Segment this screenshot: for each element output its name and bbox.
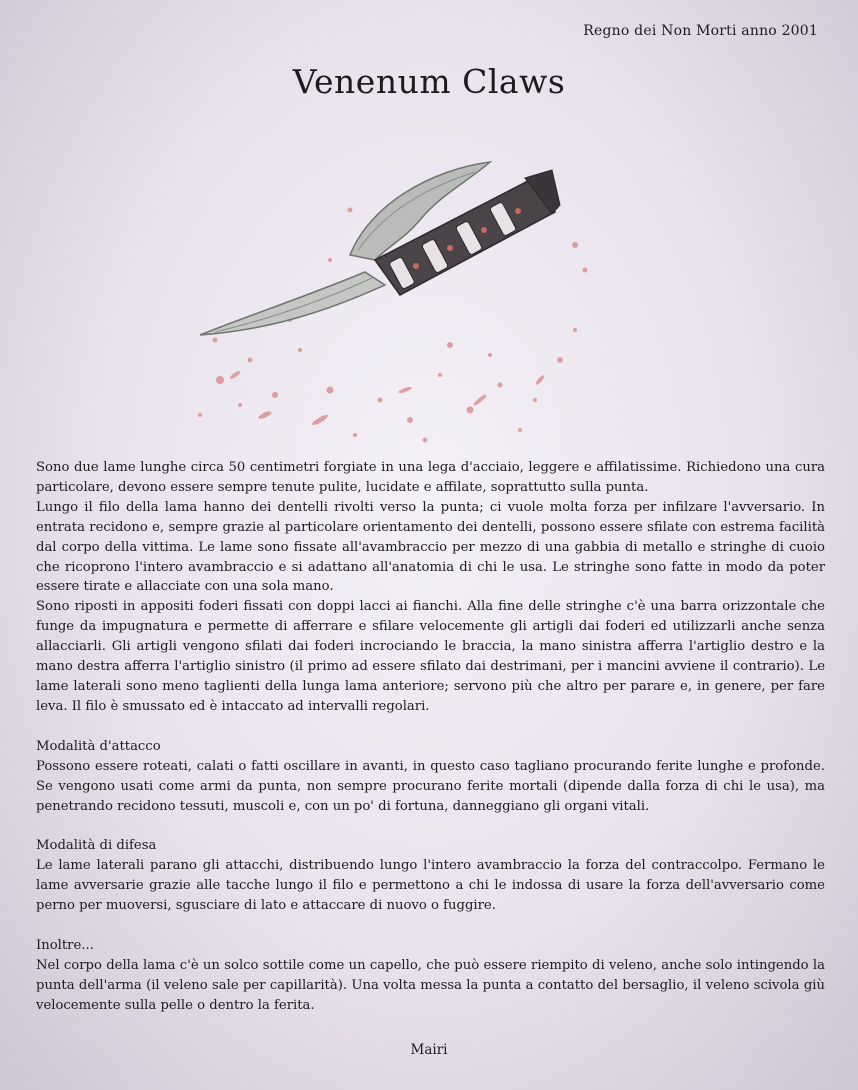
section-text-attack: Possono essere roteati, calati o fatti oscillare in avanti, in questo caso tagliano procurando ferite lunghe e profonde. Se vengono usati come armi da punta, non sempre procurano ferite mortali (dipende dalla forza di chi le usa), ma penetrando recidono tessuti, muscoli e, con un po' di fortuna, danneggiano gli organi vitali. xyxy=(36,758,825,814)
header-date: Regno dei Non Morti anno 2001 xyxy=(583,23,818,39)
article-body xyxy=(36,458,825,1016)
main-blade xyxy=(200,272,385,335)
section-heading-extra: Inoltre... xyxy=(36,938,94,954)
blade-claw-illustration xyxy=(180,150,620,450)
section-text-extra: Nel corpo della lama c'è un solco sottile come un capello, che può essere riempito di veleno, anche solo intingendo la punta dell'arma (il veleno sale per capillarità). Una volta messa la punta a contatto del bersaglio, il veleno scivola giù velocemente sulla pelle o dentro la ferita. xyxy=(36,957,825,1013)
section-heading-defense: Modalità di difesa xyxy=(36,838,157,854)
page-title: Venenum Claws xyxy=(292,62,566,101)
section-heading-attack: Modalità d'attacco xyxy=(36,738,161,754)
paragraph: Sono due lame lunghe circa 50 centimetri forgiate in una lega d'acciaio, leggere e affilatissime. Richiedono una cura particolare, devono essere sempre tenute pulite, lucidate e affilate, soprattutto sulla punta. xyxy=(36,460,825,495)
paragraph: Sono riposti in appositi foderi fissati con doppi lacci ai fianchi. Alla fine delle stringhe c'è una barra orizzontale che funge da impugnatura e permette di afferrare e sfilare velocemente gli artigli dai foderi ed utilizzarli anche senza allacciarli. Gli artigli vengono sfilati dai foderi incrociando le braccia, la mano sinistra afferra l'artiglio destro e la mano destra afferra l'artiglio sinistro (il primo ad essere sfilato dai destrimani, per i mancini avviene il contrario). Le lame laterali sono meno taglienti della lunga lama anteriore; servono più che altro per parare e, in genere, per fare leva. Il filo è smussato ed è intaccato ad intervalli regolari. xyxy=(36,599,825,714)
section-text-defense: Le lame laterali parano gli attacchi, distribuendo lungo l'intero avambraccio la forza del contraccolpo. Fermano le lame avversarie grazie alle tacche lungo il filo e permettono a chi le indossa di usare la forza dell'avversario come perno per muoversi, sgusciare di lato e attaccare di nuovo o fuggire. xyxy=(36,858,825,914)
paragraph: Lungo il filo della lama hanno dei dentelli rivolti verso la punta; ci vuole molta forza per infilzare l'avversario. In entrata recidono e, sempre grazie al particolare orientamento dei dentelli, possono essere sfilate con estrema facilità dal corpo della vittima. Le lame sono fissate all'avambraccio per mezzo di una gabbia di metallo e stringhe di cuoio che ricoprono l'intero avambraccio e si adattano all'anatomia di chi le usa. Le stringhe sono fatte in modo da poter essere tirate e allacciate con una sola mano. xyxy=(36,499,825,595)
author-signature: Mairi xyxy=(410,1042,448,1058)
